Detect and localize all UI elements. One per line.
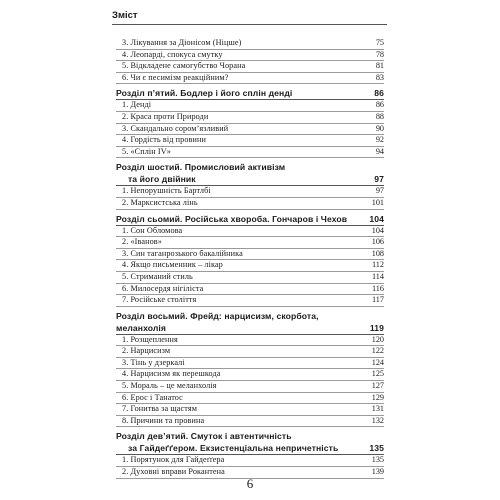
toc-entry — [116, 272, 384, 284]
entry-title: 4. Якщо письменник – лікар — [122, 260, 223, 270]
toc-entry — [116, 198, 384, 210]
toc-entry — [116, 335, 384, 347]
chapter-heading — [116, 310, 384, 335]
chapter-heading — [116, 430, 384, 455]
chapter-heading — [116, 87, 384, 100]
entry-page: 75 — [375, 38, 384, 47]
toc-entry — [116, 381, 384, 393]
entry-title: 1. Розщеплення — [122, 334, 178, 344]
toc-entry — [116, 455, 384, 467]
toc-entry — [116, 416, 384, 428]
entry-page: 135 — [371, 455, 384, 465]
toc-entry — [116, 260, 384, 272]
entry-title: 2. Нарцисизм — [122, 346, 171, 356]
entry-title: 5. «Сплін IV» — [122, 146, 171, 156]
entry-page: 86 — [375, 100, 384, 110]
entry-page: 112 — [372, 260, 384, 270]
entry-title: 4. Нарцисизм як перешкода — [122, 369, 221, 379]
entry-title: 1. Денді — [122, 100, 152, 110]
entry-title: 5. Стриманий стиль — [122, 271, 193, 281]
entry-page: 90 — [375, 123, 384, 133]
entry-title: 4. Гордість від провини — [122, 135, 206, 145]
toc-entry — [116, 393, 384, 405]
toc-entry — [116, 284, 384, 296]
entry-page: 92 — [375, 135, 384, 145]
chapter-title-line2: меланхолія — [116, 322, 167, 333]
entry-title: 6. Чи є песимізм реакційним? — [122, 72, 229, 82]
toc-entry — [116, 50, 384, 62]
entry-page: 131 — [371, 404, 384, 414]
toc-entry — [116, 112, 384, 124]
entry-page: 104 — [371, 225, 384, 235]
entry-title: 2. Духовні вправи Рокантена — [122, 467, 225, 477]
chapter-title-line1: Розділ дев’ятий. Смуток і автентичність — [116, 431, 292, 442]
entry-page: 122 — [371, 346, 384, 356]
entry-title: 6. Ерос і Танатос — [122, 392, 183, 402]
entry-page: 101 — [371, 197, 384, 207]
chapter-title: Розділ сьомий. Російська хвороба. Гончаров і Чехов — [116, 213, 348, 224]
chapter-page: 86 — [374, 88, 384, 99]
page-number: 6 — [246, 476, 254, 491]
entry-page: 106 — [371, 237, 384, 247]
entry-page: 83 — [375, 72, 384, 82]
toc-entry — [116, 100, 384, 112]
chapter-heading — [116, 161, 384, 186]
toc-entry — [116, 346, 384, 358]
entry-page: 81 — [375, 61, 384, 71]
entry-title: 2. Краса проти Природи — [122, 111, 209, 121]
entry-page: 97 — [375, 186, 384, 196]
entry-page: 124 — [371, 357, 384, 367]
entry-title: 7. Гонитва за щастям — [122, 404, 197, 414]
chapter-title-line1: Розділ шостий. Промисловий активізм — [116, 162, 286, 173]
toc-entry — [116, 249, 384, 261]
entry-title: 5. Мораль – це меланхолія — [122, 381, 217, 391]
entry-title: 6. Милосердя нігіліста — [122, 283, 204, 293]
chapter-title: Розділ п’ятий. Бодлер і його сплін денді — [116, 88, 293, 99]
toc-entry — [116, 226, 384, 238]
entry-title: 7. Російське століття — [122, 295, 197, 305]
entry-page: 120 — [371, 334, 384, 344]
entry-title: 5. Відкладене самогубство Чорана — [122, 61, 246, 71]
entry-title: 1. Сон Обломова — [122, 225, 183, 235]
entry-page: 132 — [371, 415, 384, 425]
toc-entry — [116, 404, 384, 416]
toc-entry — [116, 135, 384, 147]
entry-title: 2. Марксистська лінь — [122, 197, 198, 207]
chapter-heading — [116, 213, 384, 226]
toc-entry — [116, 147, 384, 159]
toc-entry — [116, 358, 384, 370]
toc-entry — [116, 186, 384, 198]
entry-title: 8. Причини та провина — [122, 415, 205, 425]
entry-page: 127 — [371, 381, 384, 391]
toc-entry — [116, 73, 384, 85]
entry-page: 139 — [371, 467, 384, 477]
entry-title: 3. Скандально сором’язливий — [122, 123, 229, 133]
chapter-page: 97 — [374, 174, 384, 185]
toc-entry — [116, 38, 384, 50]
entry-page: 117 — [372, 295, 384, 305]
entry-page: 94 — [375, 146, 384, 156]
entry-page: 116 — [372, 283, 384, 293]
running-header: Зміст — [112, 10, 387, 25]
entry-page: 108 — [371, 248, 384, 258]
chapter-page: 119 — [369, 322, 384, 333]
toc-entry — [116, 369, 384, 381]
toc-entry — [116, 124, 384, 136]
toc-entry — [116, 237, 384, 249]
chapter-title-line2: та його двійник — [128, 174, 196, 185]
entry-title: 3. Син таганрозького бакалійника — [122, 248, 243, 258]
table-of-contents — [116, 38, 384, 479]
entry-title: 3. Лікування за Діонісом (Ніцше) — [122, 38, 242, 47]
entry-page: 129 — [371, 392, 384, 402]
entry-title: 1. Порятунок для Гайдеґґера — [122, 455, 225, 465]
entry-page: 114 — [372, 271, 384, 281]
chapter-page: 104 — [369, 213, 384, 224]
entry-page: 88 — [375, 111, 384, 121]
entry-page: 78 — [375, 49, 384, 59]
chapter-page: 135 — [369, 443, 384, 454]
chapter-title-line1: Розділ восьмий. Фрейд: нарцисизм, скорбота, — [116, 310, 319, 321]
entry-title: 1. Непорушність Бартлбі — [122, 186, 211, 196]
toc-entry — [116, 61, 384, 73]
entry-page: 125 — [371, 369, 384, 379]
entry-title: 2. «Іванов» — [122, 237, 162, 247]
entry-title: 3. Тінь у дзеркалі — [122, 357, 185, 367]
entry-title: 4. Леопарді, спокуса смутку — [122, 49, 223, 59]
toc-entry — [116, 295, 384, 307]
chapter-title-line2: за Гайдеґґером. Екзистенціальна непричетність — [128, 443, 339, 454]
